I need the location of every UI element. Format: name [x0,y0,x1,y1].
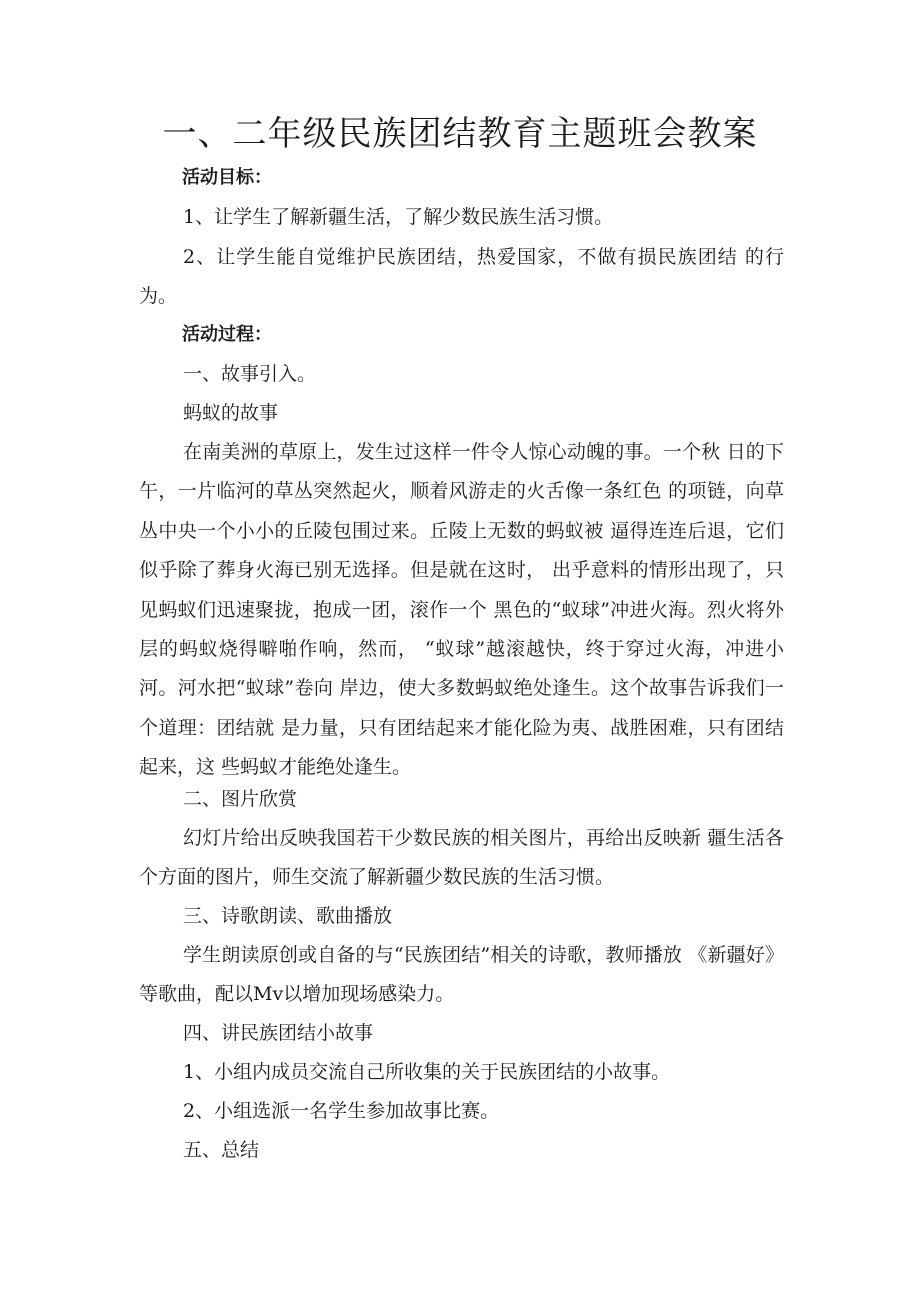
document-title: 一、二年级民族团结教育主题班会教案 [162,114,758,154]
process-heading: 活动过程： [182,324,272,345]
section-4-item-2: 2、小组选派一名学生参加故事比赛。 [183,1100,500,1122]
goal-item-2: 2、让学生能自觉维护民族团结，热爱国家，不做有损民族团结 的行为。 [139,246,784,308]
section-5-heading: 五、总结 [183,1139,260,1161]
section-4-item-1: 1、小组内成员交流自己所收集的关于民族团结的小故事。 [183,1061,671,1083]
section-3-text: 学生朗读原创或自备的与“民族团结”相关的诗歌，教师播放 《新疆好》等歌曲，配以Mv以增加现场感染力。 [139,944,784,1006]
goal-heading: 活动目标： [182,167,272,188]
section-1-heading: 一、故事引入。 [183,363,317,385]
section-2-text: 幻灯片给出反映我国若干少数民族的相关图片，再给出反映新 疆生活各个方面的图片，师生交流了解新疆少数民族的生活习惯。 [139,827,784,889]
section-2-heading: 二、图片欣赏 [183,788,298,810]
story-text: 在南美洲的草原上，发生过这样一件令人惊心动魄的事。一个秋 日的下午，一片临河的草丛突然起火，顺着风游走的火舌像一条红色 的项链，向草丛中央一个小小的丘陵包围过来。丘陵上无数的蚂蚁被 逼得连连后退，它们似乎除了葬身火海已别无选择。但是就在这时， 出乎意料的情形出现了，只见蚂蚁们迅速聚拢，抱成一团，滚作一个 黑色的“蚁球”冲进火海。烈火将外层的蚂蚁烧得噼啪作响，然而， “蚁球”越滚越快，终于穿过火海，冲进小河。河水把“蚁球”卷向 岸边，使大多数蚂蚁绝处逢生。这个故事告诉我们一个道理：团结就 是力量，只有团结起来才能化险为夷、战胜困难，只有团结起来，这 些蚂蚁才能绝处逢生。 [139,441,784,779]
section-4-heading: 四、讲民族团结小故事 [183,1022,374,1044]
section-3-heading: 三、诗歌朗读、歌曲播放 [183,905,393,927]
goal-item-1: 1、让学生了解新疆生活，了解少数民族生活习惯。 [183,206,614,228]
story-title: 蚂蚁的故事 [183,402,279,424]
